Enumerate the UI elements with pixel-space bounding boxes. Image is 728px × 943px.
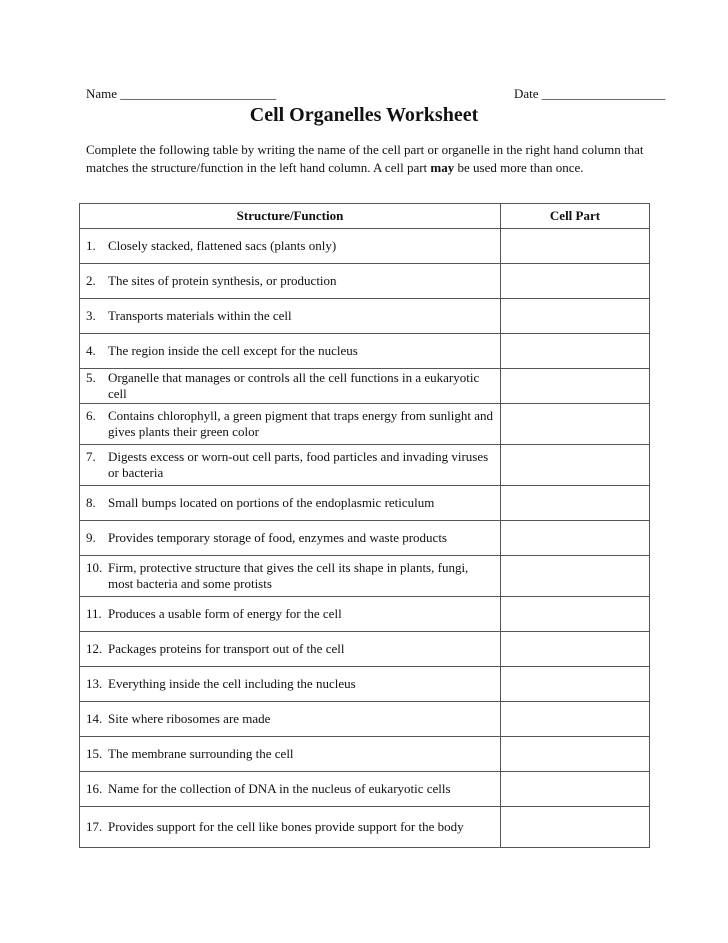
table-row [80,556,650,597]
row-item [86,781,494,797]
row-number: 10. [86,560,103,575]
row-description: The sites of protein synthesis, or production [108,273,337,288]
cell-part-answer[interactable] [501,264,650,299]
row-description: Produces a usable form of energy for the cell [108,606,342,621]
row-number: 14. [86,711,103,726]
row-item [86,606,494,622]
cell-part-answer[interactable] [501,807,650,848]
row-number: 9. [86,530,96,545]
cell-part-answer[interactable] [501,667,650,702]
row-item [86,495,494,511]
row-item [86,308,494,324]
row-number: 4. [86,343,96,358]
header-cell-part: Cell Part [501,204,650,229]
row-number: 13. [86,676,103,691]
table-header-row [80,204,650,229]
row-description: Closely stacked, flattened sacs (plants only) [108,238,337,253]
structure-function-cell [80,807,501,848]
structure-function-cell [80,772,501,807]
cell-part-answer[interactable] [501,521,650,556]
cell-part-answer[interactable] [501,737,650,772]
row-number: 17. [86,819,103,834]
cell-part-answer[interactable] [501,299,650,334]
organelles-table [79,203,650,848]
structure-function-cell [80,264,501,299]
row-number: 3. [86,308,96,323]
cell-part-answer[interactable] [501,632,650,667]
cell-part-answer[interactable] [501,486,650,521]
table-row [80,807,650,848]
table-row [80,486,650,521]
table-row [80,404,650,445]
row-number: 2. [86,273,96,288]
row-item [86,370,494,402]
cell-part-answer[interactable] [501,369,650,404]
row-number: 16. [86,781,103,796]
table-row [80,445,650,486]
cell-part-answer[interactable] [501,702,650,737]
row-item [86,560,494,592]
table-row [80,702,650,737]
row-item [86,530,494,546]
row-number: 7. [86,449,96,464]
row-description: Provides support for the cell like bones provide support for the body [108,819,464,834]
row-number: 5. [86,370,96,385]
row-item [86,676,494,692]
date-field-label: Date ___________________ [514,86,666,101]
row-number: 15. [86,746,103,761]
cell-part-answer[interactable] [501,445,650,486]
instructions [86,141,646,176]
structure-function-cell [80,486,501,521]
structure-function-cell [80,445,501,486]
row-number: 11. [86,606,102,621]
cell-part-answer[interactable] [501,772,650,807]
row-description: Site where ribosomes are made [108,711,271,726]
row-item [86,746,494,762]
structure-function-cell [80,632,501,667]
table-row [80,369,650,404]
cell-part-answer[interactable] [501,597,650,632]
row-description: The membrane surrounding the cell [108,746,294,761]
row-description: Everything inside the cell including the nucleus [108,676,356,691]
table-row [80,597,650,632]
row-number: 8. [86,495,96,510]
structure-function-cell [80,369,501,404]
table-row [80,737,650,772]
structure-function-cell [80,521,501,556]
row-item [86,641,494,657]
row-item [86,711,494,727]
structure-function-cell [80,737,501,772]
page-title: Cell Organelles Worksheet [249,104,479,126]
row-description: Transports materials within the cell [108,308,292,323]
instructions-text-1: Complete the following table by writing the name of the cell part or organelle in the right hand column that matches the structure/function in the left hand column. A cell part [86,142,644,175]
table-row [80,772,650,807]
instructions-emphasis: may [430,159,455,175]
cell-part-answer[interactable] [501,334,650,369]
row-item [86,819,494,835]
row-item [86,343,494,359]
table-row [80,667,650,702]
row-description: Contains chlorophyll, a green pigment that traps energy from sunlight and gives plants their green color [108,408,493,439]
header-structure-function: Structure/Function [80,204,501,229]
row-number: 12. [86,641,103,656]
row-description: Small bumps located on portions of the endoplasmic reticulum [108,495,435,510]
instructions-text-2: be used more than once. [454,159,584,175]
row-description: Packages proteins for transport out of the cell [108,641,345,656]
row-description: Digests excess or worn-out cell parts, food particles and invading viruses or bacteria [108,449,489,480]
row-number: 6. [86,408,96,423]
structure-function-cell [80,229,501,264]
row-item [86,449,494,481]
row-description: The region inside the cell except for the nucleus [108,343,358,358]
row-item [86,238,494,254]
table-row [80,264,650,299]
structure-function-cell [80,597,501,632]
row-number: 1. [86,238,96,253]
row-description: Organelle that manages or controls all the cell functions in a eukaryotic cell [108,370,480,401]
cell-part-answer[interactable] [501,404,650,445]
structure-function-cell [80,404,501,445]
row-description: Firm, protective structure that gives the cell its shape in plants, fungi, most bacteria and some protists [108,560,469,591]
table-row [80,632,650,667]
structure-function-cell [80,702,501,737]
structure-function-cell [80,334,501,369]
row-item [86,273,494,289]
row-description: Provides temporary storage of food, enzymes and waste products [108,530,447,545]
table-row [80,299,650,334]
table-row [80,229,650,264]
structure-function-cell [80,556,501,597]
structure-function-cell [80,299,501,334]
cell-part-answer[interactable] [501,556,650,597]
cell-part-answer[interactable] [501,229,650,264]
row-item [86,408,494,440]
table-row [80,521,650,556]
name-field-label: Name ________________________ [86,86,277,101]
row-description: Name for the collection of DNA in the nucleus of eukaryotic cells [108,781,451,796]
table-row [80,334,650,369]
structure-function-cell [80,667,501,702]
